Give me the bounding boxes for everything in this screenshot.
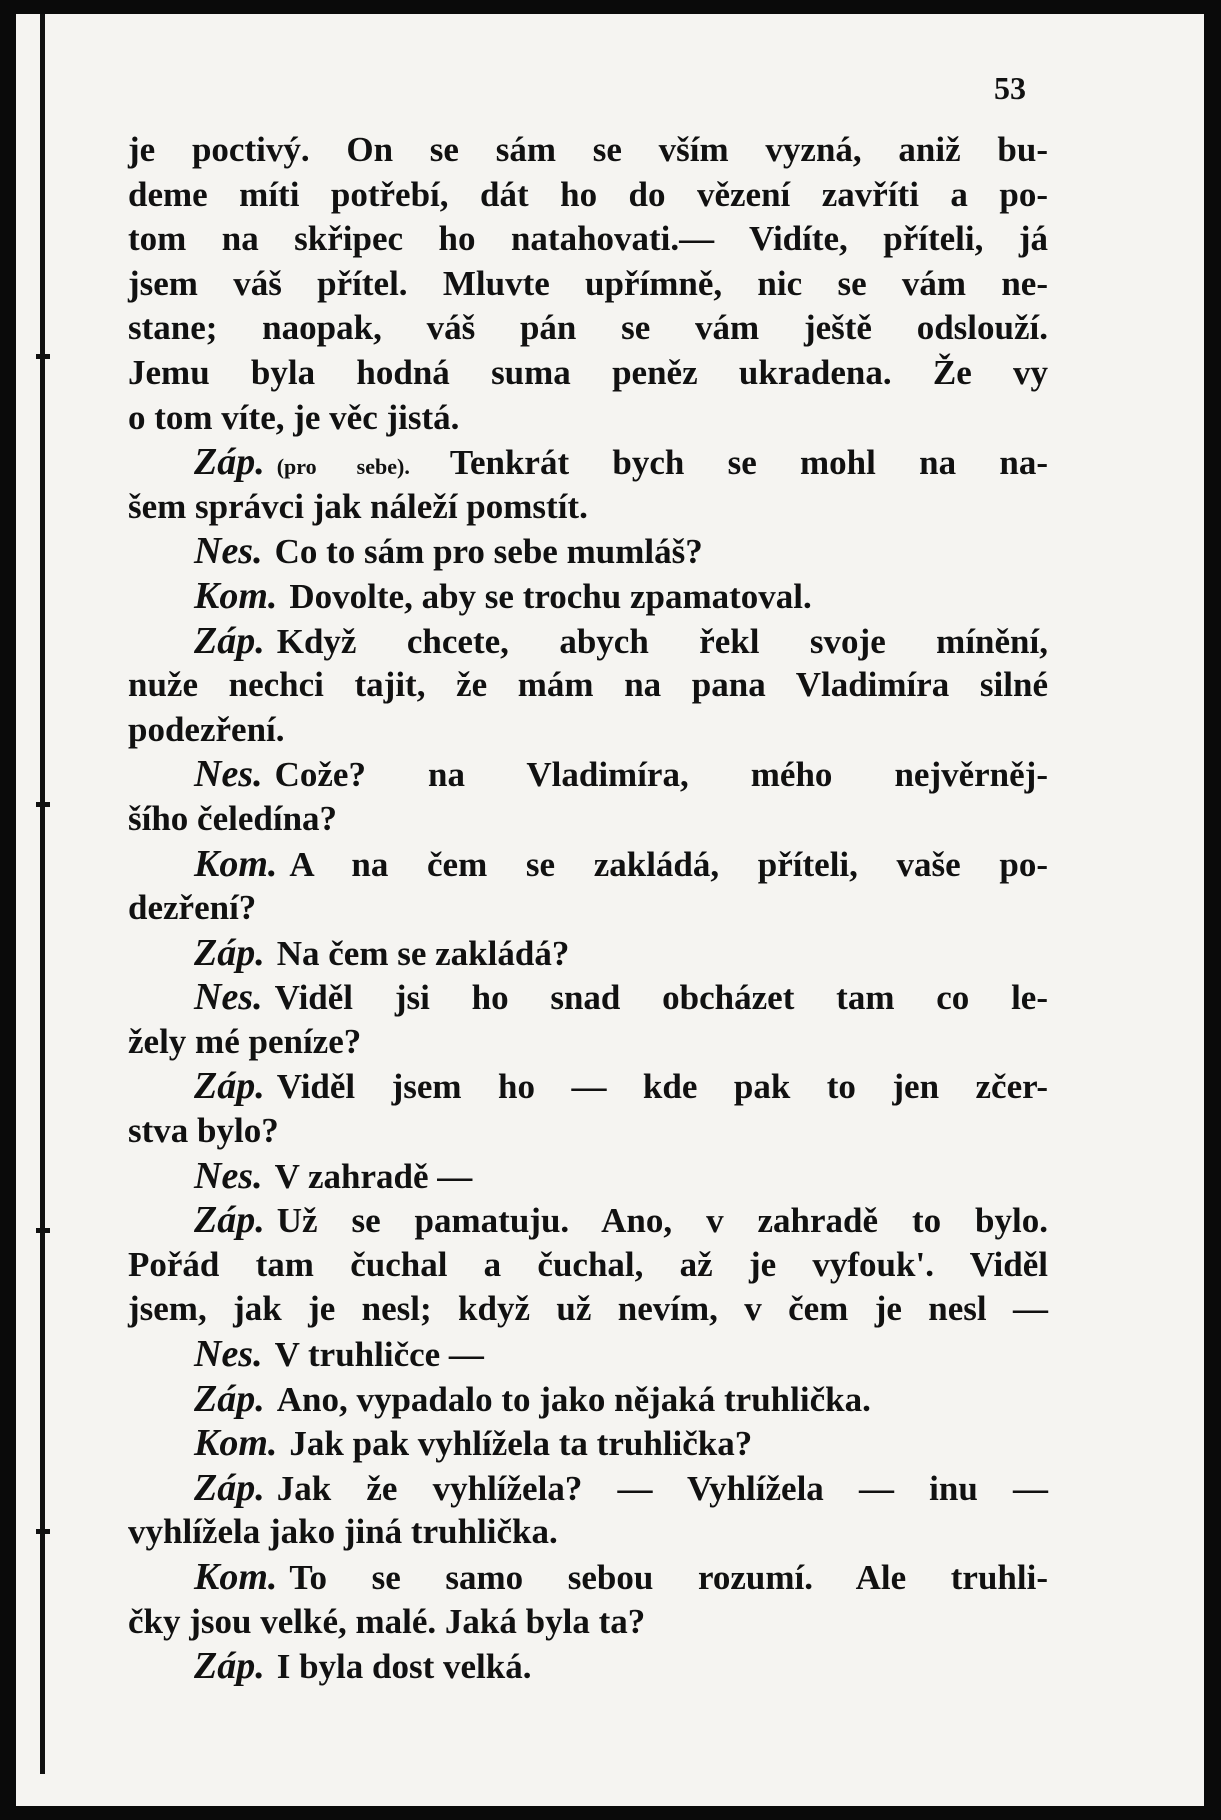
speaker-name: Záp.	[194, 1065, 265, 1108]
text-line	[128, 351, 1048, 396]
line-text: Viděl jsi ho snad obcházet tam co le-	[274, 978, 1048, 1018]
dialogue-line	[128, 1466, 1048, 1511]
text-line	[128, 262, 1048, 307]
line-text: stva bylo?	[128, 1111, 279, 1151]
text-line	[128, 663, 1048, 708]
line-text: podezření.	[128, 709, 285, 749]
line-text: V zahradě —	[274, 1156, 473, 1196]
line-text: stane; naopak, váš pán se vám ještě odslouží.	[128, 308, 1048, 348]
text-line	[128, 306, 1048, 351]
line-text: nuže nechci tajit, že mám na pana Vladimíra silné	[128, 665, 1048, 705]
line-text: o tom víte, je věc jistá.	[128, 397, 460, 437]
line-text: šem správci jak náleží pomstít.	[128, 486, 588, 526]
line-text: Cože? na Vladimíra, mého nejvěrněj-	[274, 755, 1048, 795]
speaker-name: Nes.	[194, 1154, 263, 1197]
line-text: V truhličce —	[274, 1335, 484, 1375]
dialogue-line	[128, 1555, 1048, 1600]
text-line	[128, 1287, 1048, 1332]
dialogue-line	[128, 842, 1048, 887]
dialogue-line	[128, 1421, 1048, 1466]
line-text: Jak pak vyhlížela ta truhlička?	[289, 1424, 753, 1464]
dialogue-line	[128, 1332, 1048, 1377]
text-line	[128, 1020, 1048, 1065]
speaker-name: Kom.	[194, 1422, 278, 1465]
line-text: A na čem se zakládá, příteli, vaše po-	[289, 844, 1048, 884]
dialogue-line	[128, 529, 1048, 574]
line-text: vyhlížela jako jiná truhlička.	[128, 1512, 558, 1552]
dialogue-line	[128, 574, 1048, 619]
line-text: tom na skřipec ho natahovati.— Vidíte, příteli, já	[128, 219, 1048, 259]
dialogue-line	[128, 1377, 1048, 1422]
text-line	[128, 485, 1048, 530]
body-text	[128, 128, 1048, 1689]
dialogue-line	[128, 1198, 1048, 1243]
line-text: Na čem se zakládá?	[276, 933, 570, 973]
text-line	[128, 886, 1048, 931]
line-text: jsem, jak je nesl; když už nevím, v čem je nesl —	[128, 1289, 1048, 1329]
speaker-name: Kom.	[194, 842, 278, 885]
line-text: čky jsou velké, malé. Jaká byla ta?	[128, 1601, 646, 1641]
speaker-name: Záp.	[194, 1466, 265, 1509]
speaker-name: Záp.	[194, 1645, 265, 1688]
line-text: Jak že vyhlížela? — Vyhlížela — inu —	[276, 1468, 1048, 1508]
binding-mark	[36, 802, 50, 807]
dialogue-line	[128, 440, 1048, 485]
line-text: I byla dost velká.	[276, 1647, 532, 1687]
speaker-name: Záp.	[194, 441, 265, 484]
line-text: šího čeledína?	[128, 798, 338, 838]
line-text: Ano, vypadalo to jako nějaká truhlička.	[276, 1379, 871, 1419]
text-line	[128, 1109, 1048, 1154]
line-text: Dovolte, aby se trochu zpamatoval.	[289, 576, 812, 616]
text-line	[128, 708, 1048, 753]
line-text: žely mé peníze?	[128, 1021, 362, 1061]
binding-mark	[36, 354, 50, 359]
line-text: Když chcete, abych řekl svoje mínění,	[276, 621, 1048, 661]
line-text: Už se pamatuju. Ano, v zahradě to bylo.	[276, 1201, 1048, 1241]
text-line	[128, 128, 1048, 173]
text-line	[128, 797, 1048, 842]
text-line	[128, 1510, 1048, 1555]
dialogue-line	[128, 1064, 1048, 1109]
text-line	[128, 173, 1048, 218]
speaker-name: Nes.	[194, 1333, 263, 1376]
text-line	[128, 1600, 1048, 1645]
dialogue-line	[128, 619, 1048, 664]
speaker-name: Kom.	[194, 1556, 278, 1598]
line-text: dezření?	[128, 888, 257, 928]
binding-mark	[36, 1529, 50, 1534]
speaker-name: Kom.	[194, 574, 278, 617]
text-line	[128, 1243, 1048, 1288]
dialogue-line	[128, 1644, 1048, 1689]
speaker-name: Záp.	[194, 931, 265, 974]
line-text: Tenkrát bych se mohl na na-	[449, 443, 1048, 483]
binding-edge	[40, 14, 45, 1774]
dialogue-line	[128, 1154, 1048, 1199]
speaker-name: Nes.	[194, 976, 263, 1019]
binding-mark	[36, 1228, 50, 1233]
speaker-name: Nes.	[194, 530, 263, 573]
speaker-name: Záp.	[194, 1199, 265, 1242]
page-number: 53	[994, 70, 1026, 106]
dialogue-line	[128, 931, 1048, 976]
speaker-name: Nes.	[194, 753, 263, 796]
text-line	[128, 217, 1048, 262]
line-text: je poctivý. On se sám se vším vyzná, aniž bu-	[128, 130, 1048, 169]
speaker-name: Záp.	[194, 1377, 265, 1420]
line-text: Jemu byla hodná suma peněz ukradena. Že vy	[128, 352, 1048, 392]
line-text: deme míti potřebí, dát ho do vězení zavříti a po-	[128, 174, 1048, 214]
line-text: Co to sám pro sebe mumláš?	[274, 532, 703, 572]
line-text: Viděl jsem ho — kde pak to jen zčer-	[276, 1067, 1048, 1107]
dialogue-line	[128, 975, 1048, 1020]
line-text: Pořád tam čuchal a čuchal, až je vyfouk'. Viděl	[128, 1244, 1048, 1284]
speaker-name: Záp.	[194, 619, 265, 662]
stage-direction: (pro sebe).	[276, 454, 450, 480]
book-page	[16, 14, 1204, 1806]
line-text: To se samo sebou rozumí. Ale truhli-	[289, 1558, 1048, 1597]
dialogue-line	[128, 752, 1048, 797]
text-line	[128, 396, 1048, 441]
line-text: jsem váš přítel. Mluvte upřímně, nic se vám ne-	[128, 263, 1048, 303]
